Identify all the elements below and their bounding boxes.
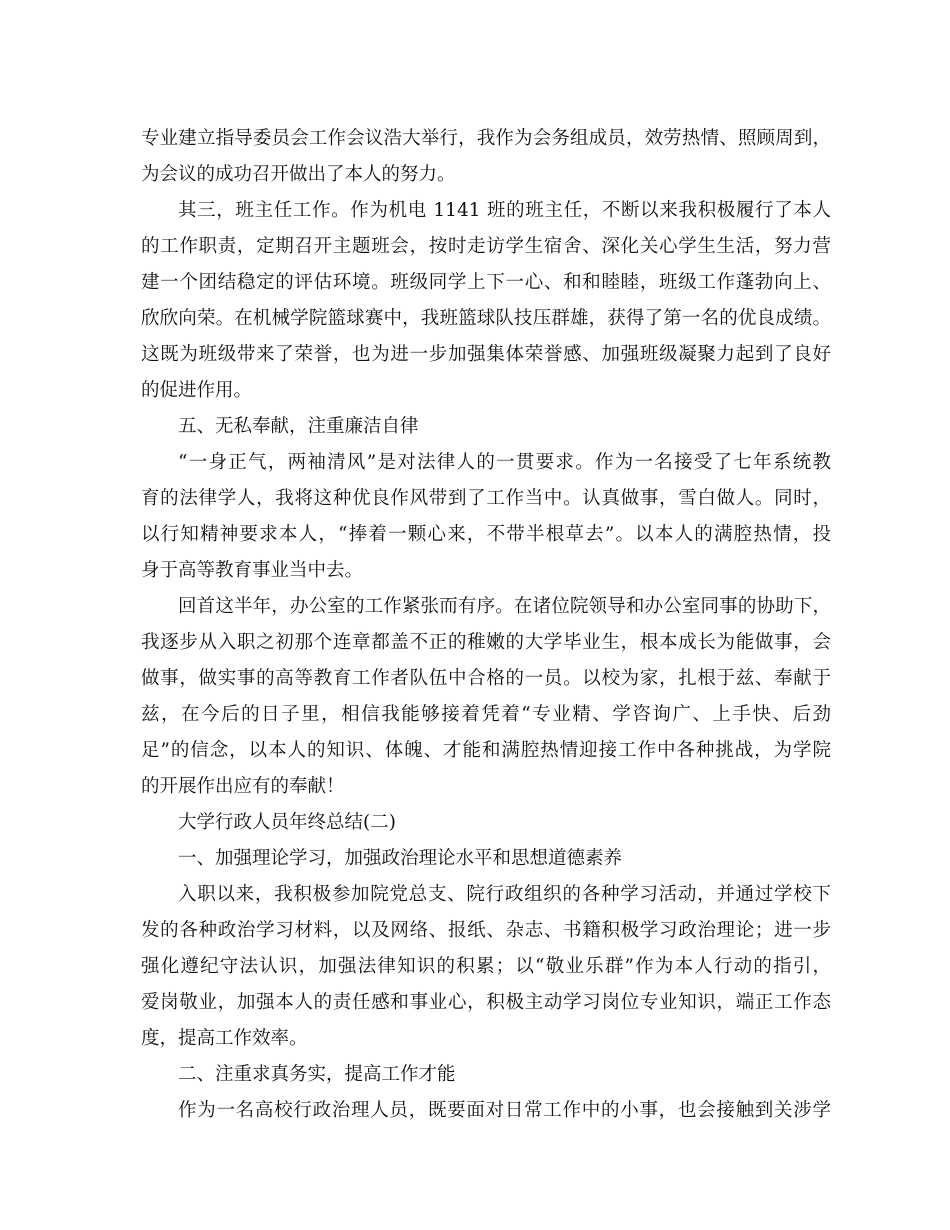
text-line: 的促进作用。 [141,380,253,401]
text-line: 其三，班主任工作。作为机电 1141 班的班主任，不断以来我积极履行了本人 [178,200,831,221]
text-line: 建一个团结稳定的评估环境。班级同学上下一心、和和睦睦，班级工作蓬勃向上、 [141,272,831,293]
text-line: 度，提高工作效率。 [141,1028,308,1049]
text-line: 身于高等教育事业当中去。 [141,560,364,581]
section-heading: 一、加强理论学习，加强政治理论水平和思想道德素养 [178,848,623,869]
text-line: 发的各种政治学习材料，以及网络、报纸、杂志、书籍积极学习政治理论；进一步 [141,920,831,941]
section-heading: 五、无私奉献，注重廉洁自律 [178,416,419,437]
text-line: 入职以来，我积极参加院党总支、院行政组织的各种学习活动，并通过学校下 [178,884,831,905]
text-line: 的开展作出应有的奉献！ [141,776,345,797]
text-line: 足”的信念，以本人的知识、体魄、才能和满腔热情迎接工作中各种挑战，为学院 [141,740,831,761]
text-line: 育的法律学人，我将这种优良作风带到了工作当中。认真做事，雪白做人。同时， [141,488,831,509]
text-line: 为会议的成功召开做出了本人的努力。 [141,164,456,185]
text-line: 欣欣向荣。在机械学院篮球赛中，我班篮球队技压群雄，获得了第一名的优良成绩。 [141,308,831,329]
document-title: 大学行政人员年终总结(二) [178,812,396,833]
text-line: 回首这半年，办公室的工作紧张而有序。在诸位院领导和办公室同事的协助下， [178,596,831,617]
text-line: 爱岗敬业，加强本人的责任感和事业心，积极主动学习岗位专业知识，端正工作态 [141,992,831,1013]
text-line: 专业建立指导委员会工作会议浩大举行，我作为会务组成员，效劳热情、照顾周到， [141,128,831,149]
text-line: 的工作职责，定期召开主题班会，按时走访学生宿舍、深化关心学生生活，努力营 [141,236,831,257]
section-heading: 二、注重求真务实，提高工作才能 [178,1064,456,1085]
text-line: 强化遵纪守法认识，加强法律知识的积累；以“敬业乐群”作为本人行动的指引， [141,956,831,977]
text-line: 做事，做实事的高等教育工作者队伍中合格的一员。以校为家，扎根于兹、奉献于 [141,668,831,689]
text-line: 兹，在今后的日子里，相信我能够接着凭着“专业精、学咨询广、上手快、后劲 [141,704,831,725]
text-line: 以行知精神要求本人，“捧着一颗心来，不带半根草去”。以本人的满腔热情，投 [141,524,831,545]
text-line: 我逐步从入职之初那个连章都盖不正的稚嫩的大学毕业生，根本成长为能做事，会 [141,632,831,653]
text-line: 这既为班级带来了荣誉，也为进一步加强集体荣誉感、加强班级凝聚力起到了良好 [141,344,831,365]
text-line: 作为一名高校行政治理人员，既要面对日常工作中的小事，也会接触到关涉学 [178,1100,831,1121]
text-line: “一身正气，两袖清风”是对法律人的一贯要求。作为一名接受了七年系统教 [178,452,831,473]
